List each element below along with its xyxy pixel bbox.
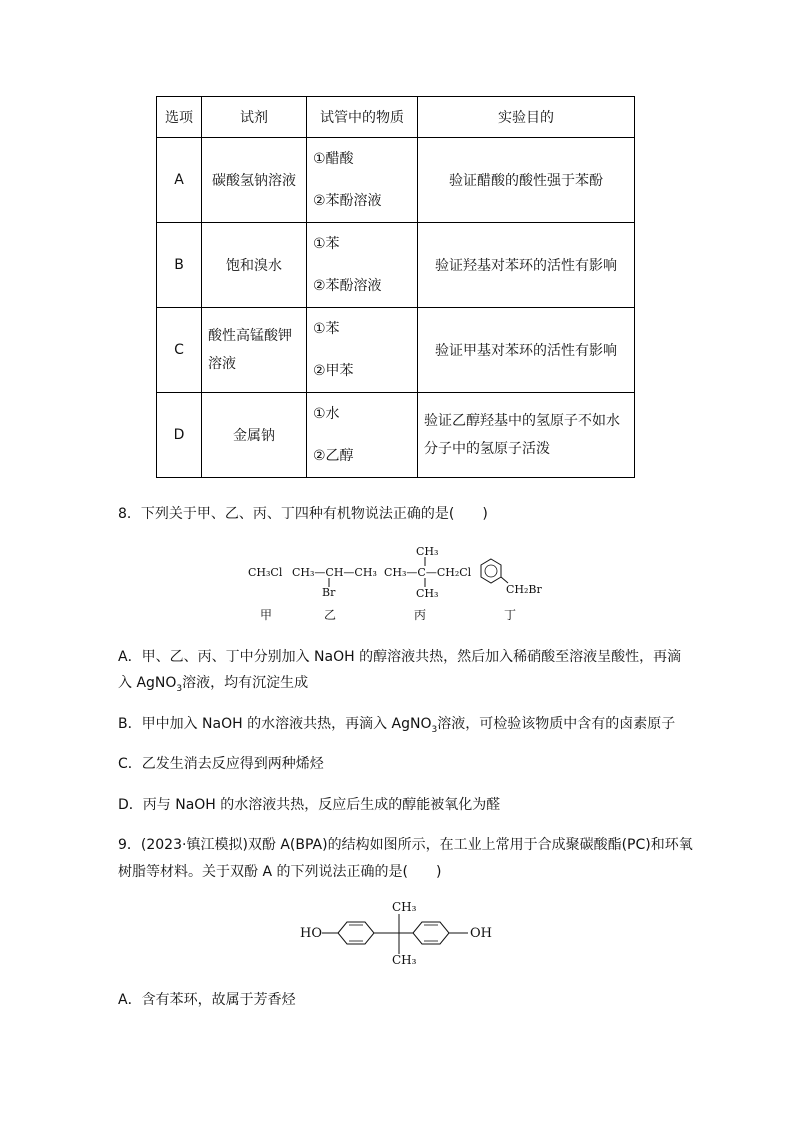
struct-yi-sub: Br bbox=[322, 586, 336, 599]
purpose-cell: 验证甲基对苯环的活性有影响 bbox=[418, 308, 635, 393]
q8-option-a-text2: 溶液，均有沉淀生成 bbox=[182, 675, 309, 691]
struct-bing-main: CH₃—C—CH₂Cl bbox=[384, 566, 472, 579]
purpose-cell: 验证羟基对苯环的活性有影响 bbox=[418, 223, 635, 308]
q8-option-a-line2 bbox=[118, 673, 308, 699]
substance-2: ②乙醇 bbox=[313, 448, 354, 464]
reagent-cell: 饱和溴水 bbox=[202, 223, 307, 308]
bpa-ch3-bottom: CH₃ bbox=[392, 953, 417, 967]
header-option: 选项 bbox=[157, 97, 202, 138]
q8-option-c: C．乙发生消去反应得到两种烯烃 bbox=[118, 756, 324, 772]
substance-cell bbox=[307, 223, 418, 308]
q8-option-a-text1: 入 AgNO bbox=[118, 675, 177, 691]
yi-bond bbox=[328, 578, 330, 588]
header-substance: 试管中的物质 bbox=[307, 97, 418, 138]
header-reagent: 试剂 bbox=[202, 97, 307, 138]
option-cell: C bbox=[157, 308, 202, 393]
q9-stem-line2: 树脂等材料。关于双酚 A 的下列说法正确的是( ) bbox=[118, 864, 442, 880]
struct-yi-main: CH₃—CH—CH₃ bbox=[292, 566, 377, 579]
reagent-cell: 碳酸氢钠溶液 bbox=[202, 138, 307, 223]
struct-bing-bottom: CH₃ bbox=[416, 587, 439, 600]
label-bing: 丙 bbox=[414, 608, 427, 622]
q8-option-b-text1: B．甲中加入 NaOH 的水溶液共热，再滴入 AgNO bbox=[118, 716, 432, 732]
purpose-line-1: 验证乙醇羟基中的氢原子不如水 bbox=[424, 413, 620, 429]
label-yi: 乙 bbox=[324, 608, 337, 622]
reagent-line-2: 溶液 bbox=[208, 356, 236, 372]
q9-stem-line1: 9．(2023·镇江模拟)双酚 A(BPA)的结构如图所示，在工业上常用于合成聚碳酸酯(PC)和环氧 bbox=[118, 837, 693, 853]
q8-option-a-subscript: 3 bbox=[176, 683, 183, 694]
table-row bbox=[157, 138, 635, 223]
reagent-line-1: 酸性高锰酸钾 bbox=[208, 328, 292, 344]
option-cell: B bbox=[157, 223, 202, 308]
substance-2: ②苯酚溶液 bbox=[313, 193, 382, 209]
table-row bbox=[157, 223, 635, 308]
bing-bonds bbox=[424, 557, 426, 587]
option-cell: A bbox=[157, 138, 202, 223]
q8-option-d: D．丙与 NaOH 的水溶液共热，反应后生成的醇能被氧化为醛 bbox=[118, 797, 501, 813]
header-purpose: 实验目的 bbox=[418, 97, 635, 138]
substance-1: ①水 bbox=[313, 406, 340, 422]
substance-2: ②苯酚溶液 bbox=[313, 278, 382, 294]
bisphenol-a-structure-icon bbox=[322, 914, 472, 956]
q8-stem: 8．下列关于甲、乙、丙、丁四种有机物说法正确的是( ) bbox=[118, 506, 488, 522]
purpose-line-2: 分子中的氢原子活泼 bbox=[424, 441, 550, 457]
bpa-ho: HO bbox=[300, 926, 322, 941]
substance-2: ②甲苯 bbox=[313, 363, 354, 379]
option-cell: D bbox=[157, 393, 202, 478]
reagent-cell: 金属钠 bbox=[202, 393, 307, 478]
q8-option-a-line1: A．甲、乙、丙、丁中分别加入 NaOH 的醇溶液共热，然后加入稀硝酸至溶液呈酸性，再滴 bbox=[118, 649, 682, 665]
q9-option-a: A．含有苯环，故属于芳香烃 bbox=[118, 992, 296, 1008]
substance-cell bbox=[307, 138, 418, 223]
label-jia: 甲 bbox=[260, 608, 273, 622]
q8-option-b-subscript: 3 bbox=[431, 724, 438, 735]
q8-option-b bbox=[118, 714, 675, 740]
substance-1: ①苯 bbox=[313, 236, 340, 252]
purpose-cell: 验证醋酸的酸性强于苯酚 bbox=[418, 138, 635, 223]
reagent-cell bbox=[202, 308, 307, 393]
struct-ding-sub: CH₂Br bbox=[506, 583, 542, 596]
q8-option-b-text2: 溶液，可检验该物质中含有的卤素原子 bbox=[437, 716, 676, 732]
table-row bbox=[157, 308, 635, 393]
struct-bing-top: CH₃ bbox=[416, 545, 439, 558]
table-header-row bbox=[157, 97, 635, 138]
label-ding: 丁 bbox=[504, 608, 517, 622]
bpa-oh: OH bbox=[470, 926, 492, 941]
bpa-ch3-top: CH₃ bbox=[392, 900, 417, 914]
substance-1: ①醋酸 bbox=[313, 151, 354, 167]
struct-jia: CH₃Cl bbox=[248, 566, 283, 579]
table-row bbox=[157, 393, 635, 478]
purpose-cell bbox=[418, 393, 635, 478]
substance-1: ①苯 bbox=[313, 321, 340, 337]
substance-cell bbox=[307, 308, 418, 393]
substance-cell bbox=[307, 393, 418, 478]
experiment-table bbox=[156, 96, 635, 478]
